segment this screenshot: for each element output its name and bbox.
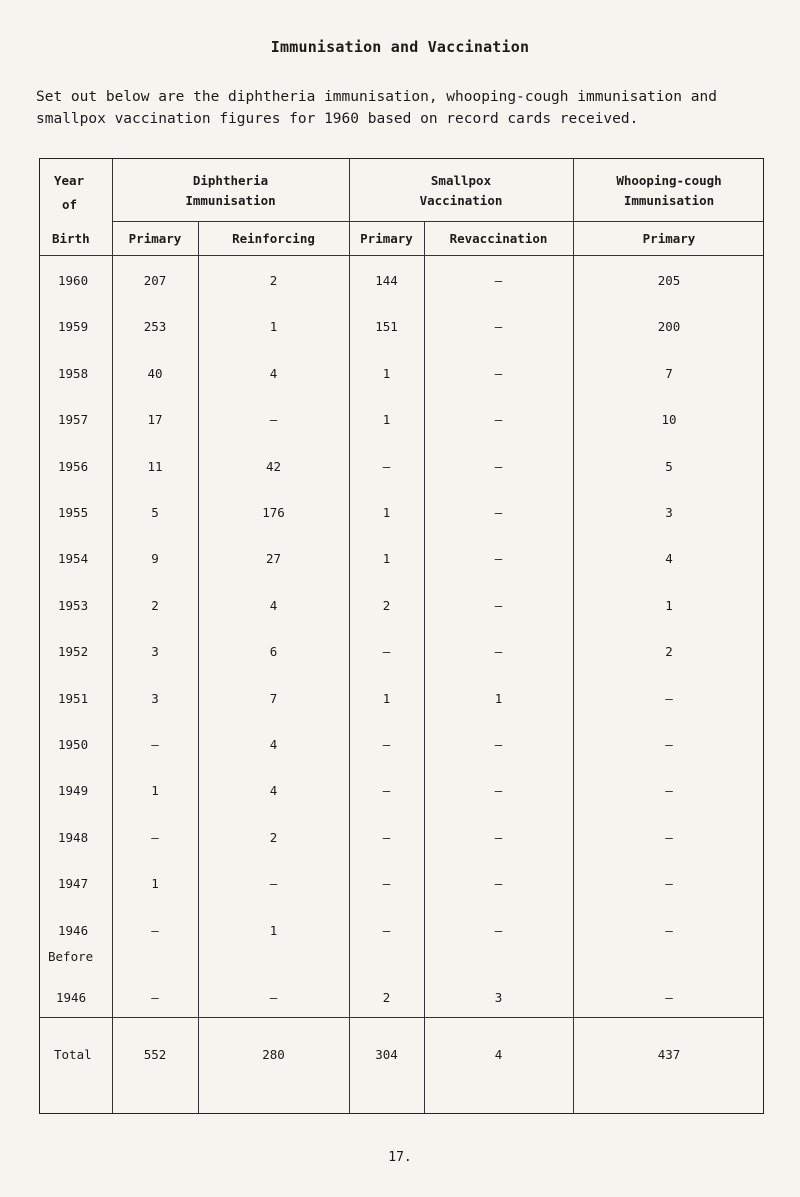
table-cell: – — [494, 459, 503, 474]
row-year: 1959 — [58, 319, 89, 334]
table-cell: 4 — [269, 783, 278, 798]
row-year: 1957 — [58, 412, 89, 427]
table-cell: 1 — [494, 691, 503, 706]
table-cell: – — [665, 783, 673, 798]
header-whooping: Whooping-cough — [616, 173, 722, 188]
table-cell: 2 — [382, 990, 391, 1005]
table-cell: – — [665, 990, 673, 1005]
row-year: 1955 — [58, 505, 89, 520]
row-year: 1946 — [58, 923, 89, 938]
col-divider — [112, 159, 113, 1113]
header-year: Year — [54, 173, 85, 188]
table-cell: 2 — [269, 273, 278, 288]
table-cell: 1 — [382, 366, 391, 381]
subheader-primary: Primary — [128, 231, 182, 246]
table-cell: 6 — [269, 644, 278, 659]
table-cell: 4 — [665, 551, 673, 566]
table-cell: – — [494, 598, 503, 613]
table-cell: – — [494, 412, 503, 427]
total-cell: 304 — [375, 1047, 398, 1062]
row-year: 1953 — [58, 598, 89, 613]
total-top-rule — [40, 1017, 763, 1018]
table-cell: – — [494, 783, 503, 798]
table-cell: 2 — [382, 598, 391, 613]
table-cell: – — [382, 923, 391, 938]
table-cell: 176 — [262, 505, 285, 520]
table-cell: – — [494, 505, 503, 520]
col-divider — [573, 159, 574, 1113]
table-cell: 5 — [151, 505, 159, 520]
table-cell: – — [151, 737, 159, 752]
table-cell: 4 — [269, 598, 278, 613]
row-year: 1952 — [58, 644, 89, 659]
table-cell: – — [665, 691, 673, 706]
table-cell: – — [269, 412, 278, 427]
page-number: 17. — [388, 1150, 412, 1165]
table-cell: 1 — [382, 505, 391, 520]
table-cell: 200 — [657, 319, 681, 334]
table-cell: 1 — [382, 412, 391, 427]
table-cell: – — [382, 737, 391, 752]
subheader-reinforcing: Reinforcing — [232, 231, 315, 246]
table-cell: 3 — [151, 644, 159, 659]
row-year: 1950 — [58, 737, 89, 752]
table-cell: 40 — [147, 366, 163, 381]
table-cell: – — [665, 876, 673, 891]
table-cell: 2 — [269, 830, 278, 845]
row-year: 1951 — [58, 691, 89, 706]
table-cell: 1 — [382, 551, 391, 566]
table-cell: 3 — [151, 691, 159, 706]
table-cell: 5 — [665, 459, 673, 474]
table-cell: 144 — [375, 273, 398, 288]
immunisation-table — [39, 158, 764, 1114]
table-cell: 27 — [265, 551, 282, 566]
table-cell: – — [151, 990, 159, 1005]
table-cell: – — [665, 830, 673, 845]
header-birth: Birth — [52, 231, 90, 246]
subheader-revaccination: Revaccination — [449, 231, 548, 246]
header-whooping-immunisation: Immunisation — [623, 193, 715, 208]
table-cell: – — [382, 459, 391, 474]
row-year: 1948 — [58, 830, 89, 845]
table-cell: 2 — [665, 644, 673, 659]
table-cell: – — [269, 876, 278, 891]
row-year: 1947 — [58, 876, 89, 891]
table-cell: 4 — [269, 737, 278, 752]
page-title: Immunisation and Vaccination — [270, 38, 530, 56]
table-cell: – — [494, 876, 503, 891]
header-divider — [112, 221, 763, 222]
table-cell: 7 — [269, 691, 278, 706]
table-cell: 42 — [265, 459, 282, 474]
subcol-divider — [198, 221, 199, 1113]
total-cell: 437 — [657, 1047, 681, 1062]
table-cell: 10 — [661, 412, 677, 427]
table-cell: 7 — [665, 366, 673, 381]
subheader-primary: Primary — [360, 231, 413, 246]
table-cell: – — [382, 830, 391, 845]
table-cell: – — [382, 644, 391, 659]
table-cell: – — [494, 319, 503, 334]
table-cell: 3 — [494, 990, 503, 1005]
table-cell: 253 — [143, 319, 167, 334]
table-cell: – — [665, 923, 673, 938]
table-cell: 205 — [657, 273, 681, 288]
table-cell: – — [494, 830, 503, 845]
table-cell: 151 — [375, 319, 398, 334]
total-label: Total — [54, 1047, 92, 1062]
header-of: of — [62, 197, 78, 212]
row-year-1946: 1946 — [56, 990, 87, 1005]
row-year: 1960 — [58, 273, 89, 288]
table-cell: – — [494, 551, 503, 566]
table-cell: – — [151, 830, 159, 845]
row-year: 1958 — [58, 366, 89, 381]
subheader-primary: Primary — [642, 231, 696, 246]
intro-paragraph: Set out below are the diphtheria immunisation, whooping-cough immunisation and smallpox vaccination figures for 1960 based on record cards received. — [36, 89, 717, 127]
table-cell: 3 — [665, 505, 673, 520]
table-cell: 1 — [665, 598, 673, 613]
table-cell: 207 — [143, 273, 167, 288]
header-smallpox: Smallpox — [430, 173, 492, 188]
header-smallpox-vaccination: Vaccination — [419, 193, 503, 208]
table-cell: 17 — [147, 412, 163, 427]
table-cell: 11 — [147, 459, 163, 474]
header-bottom-rule — [40, 255, 763, 256]
row-year: 1949 — [58, 783, 89, 798]
col-divider — [349, 159, 350, 1113]
table-cell: – — [494, 923, 503, 938]
table-cell: 1 — [151, 783, 159, 798]
table-cell: 4 — [269, 366, 278, 381]
table-cell: – — [494, 366, 503, 381]
row-year-before: Before — [48, 949, 94, 964]
table-cell: 2 — [151, 598, 159, 613]
table-cell: 1 — [269, 319, 278, 334]
table-cell: – — [494, 273, 503, 288]
table-cell: – — [382, 783, 391, 798]
header-diphtheria-immunisation: Immunisation — [185, 193, 276, 208]
table-cell: 1 — [269, 923, 278, 938]
table-cell: – — [494, 644, 503, 659]
total-cell: 552 — [143, 1047, 167, 1062]
row-year: 1956 — [58, 459, 89, 474]
table-cell: 1 — [151, 876, 159, 891]
table-cell: – — [269, 990, 278, 1005]
total-cell: 280 — [262, 1047, 285, 1062]
header-diphtheria: Diphtheria — [192, 173, 269, 188]
table-cell: 1 — [382, 691, 391, 706]
table-cell: – — [494, 737, 503, 752]
table-cell: – — [151, 923, 159, 938]
table-cell: – — [665, 737, 673, 752]
table-cell: 9 — [151, 551, 159, 566]
table-cell: – — [382, 876, 391, 891]
row-year: 1954 — [58, 551, 89, 566]
subcol-divider — [424, 221, 425, 1113]
total-cell: 4 — [494, 1047, 503, 1062]
